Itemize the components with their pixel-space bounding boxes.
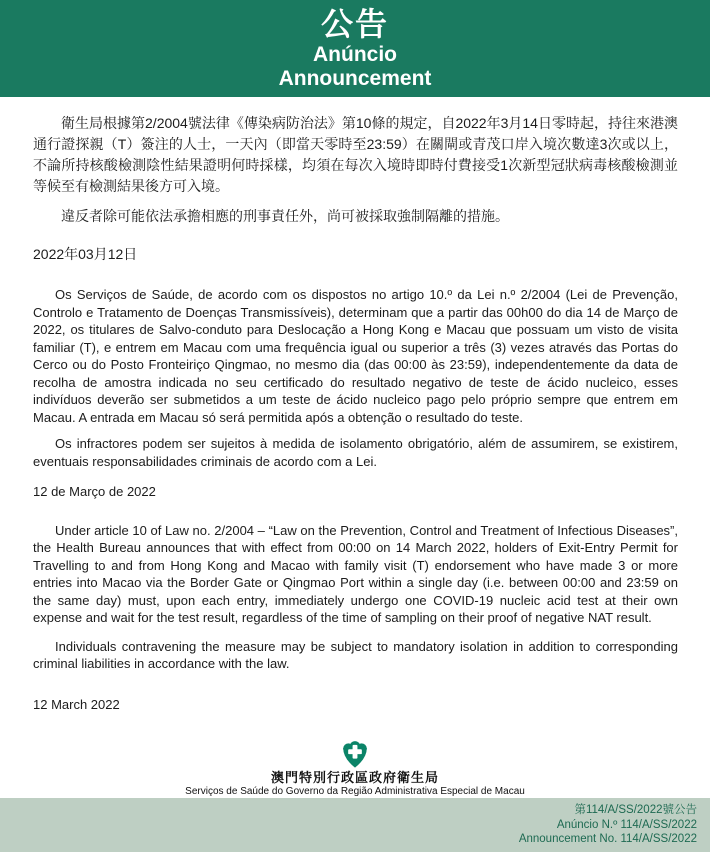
issuer-name-zh: 澳門特別行政區政府衛生局: [270, 770, 439, 785]
paragraph-en-2: Individuals contravening the measure may be subject to mandatory isolation in addition to corresponding criminal liabilities in accordance with the law.: [33, 638, 678, 671]
health-bureau-logo-icon: [340, 740, 370, 770]
date-pt: 12 de Março de 2022: [33, 484, 156, 499]
header-title-zh: 公告: [320, 6, 389, 42]
paragraph-en-1: Under article 10 of Law no. 2/2004 – “Law on the Prevention, Control and Treatment of Infectious Diseases”, the Health Bureau announces that with effect from 00:00 on 14 March 2022, holders of Exit-Entry Permit for Travelling to and from Hong Kong and Macao with family visit (T) endorsement who have made 3 or more entries into Macao via the Border Gate or Qingmao Port within a single day (i.e. between 00:00 and 23:59 on the same day) must, upon each entry, immediately undergo one COVID-19 nucleic acid test at their own expense and wait for the test result, regardless of the time of sampling on their proof of negative NAT result.: [33, 522, 678, 625]
header-title-en: Announcement: [278, 67, 432, 90]
reference-number-pt: Anúncio N.º 114/A/SS/2022: [556, 818, 697, 831]
reference-number-en: Announcement No. 114/A/SS/2022: [518, 833, 697, 845]
reference-number-zh: 第114/A/SS/2022號公告: [574, 804, 697, 816]
document-body: [0, 97, 710, 713]
paragraph-zh-1: 衛生局根據第2/2004號法律《傳染病防治法》第10條的規定，自2022年3月14日零時起，持往來港澳通行證探親（T）簽注的人士，一天內（即當天零時至23:59）在關閘或青茂口岸入境次數達3次或以上，不論所持核酸檢測陰性結果證明何時採樣，均須在每次入境時即時付費接受1次新型冠狀病毒核酸檢測並等候至有檢測結果後方可入境。: [33, 115, 678, 194]
paragraph-pt-1: Os Serviços de Saúde, de acordo com os dispostos no artigo 10.º da Lei n.º 2/2004 (Lei de Prevenção, Controlo e Tratamento de Doenças Transmissíveis), determinam que a partir das 00h00 do dia 14 de Março de 2022, os titulares de Salvo-conduto para Deslocação a Hong Kong e Macau que possuam um visto de visita familiar (T), e entrem em Macau com uma frequência igual ou superior a três (3) vezes através das Portas do Cerco ou do Posto Fronteiriço Qingmao, no mesmo dia (das 00:00 às 23:59), independentemente da data de recolha de amostra indicada no seu certificado do resultado negativo de teste de ácido nucleico, esses indivíduos deverão ser submetidos a um teste de ácido nucleico pago pelo próprio sempre que entrem em Macau. A entrada em Macau só será permitida após a obtenção o resultado do teste.: [33, 287, 678, 425]
paragraph-pt-2: Os infractores podem ser sujeitos à medida de isolamento obrigatório, além de assumirem, se existirem, eventuais responsabilidades criminais de acordo com a Lei.: [33, 436, 678, 469]
date-zh: 2022年03月12日: [33, 246, 138, 262]
issuer-block: [0, 740, 710, 797]
header-banner: [0, 0, 710, 97]
date-en: 12 March 2022: [33, 696, 120, 712]
footer-reference-bar: [0, 798, 710, 852]
paragraph-zh-2: 違反者除可能依法承擔相應的刑事責任外，尚可被採取強制隔離的措施。: [61, 208, 509, 224]
header-title-pt: Anúncio: [313, 43, 397, 66]
issuer-name-pt: Serviços de Saúde do Governo da Região Administrativa Especial de Macau: [185, 786, 525, 797]
